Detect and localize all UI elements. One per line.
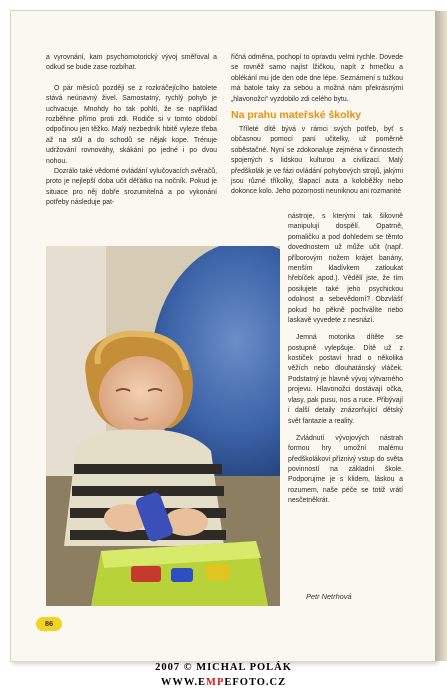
author-signature: Petr Netrhová <box>306 592 352 601</box>
credit-prefix: WWW.E <box>160 677 207 688</box>
paragraph: řičná odměna, pochopí to opravdu velmi rychle. Dovede se rovněž samo najíst lžičkou, napít z hrnečku a oblékání mu jde den ode dne lépe. Seznámení s tužkou má batole taky za sebou a možná nám překrásnými „hlavonožci“ vyzdobilo zdi celého bytu. <box>231 54 403 103</box>
paragraph: Jemná motorika dítěte se postupně vylepšuje. Dítě už z kostiček postaví hrad o několika věžích nebo dlouhatánský vláček. Podstatný je hlavně vývoj výtvarného projevu. Hlavonožci dostávají očka, vlasy, pak pusu, nos a ruce. Přibývají i další detaily znázorňující dětský svět fantazie a reality. <box>288 334 403 425</box>
paragraph: Dozrálo také vědomé ovládání vylučovacích svěračů, proto je nejlepší doba učit děťátko na nočník. Pokud je situace pro něj dobře srozumitelná a po vykonání potřeby následuje pat- <box>46 168 217 207</box>
page-edge <box>435 11 447 661</box>
section-heading: Na prahu mateřské školky <box>231 109 362 122</box>
credit-accent: MP <box>206 677 225 688</box>
wrap-column <box>288 205 403 514</box>
paragraph: a vyrovnání, kam psychomotorický vývoj směřoval a odkud se bude zase rozbíhat. <box>46 54 217 72</box>
left-column <box>46 53 217 209</box>
paragraph: Zvládnutí vývojových nástrah formou hry umožní malému předškolákovi příznivý vstup do světa povinností na základní škole. Podporujme je s klidem, láskou a rozumem, naše péče se totiž vrátí nesčetněkrát. <box>288 434 403 505</box>
credit-line-2 <box>0 677 447 688</box>
page-number-badge: 86 <box>36 617 62 631</box>
paragraph: Tříleté dítě bývá v rámci svých potřeb, byť s občasnou pomocí paní učitelky, už poměrně soběstačné. Nyní se zdokonaluje zejména v činnostech spojených s lidskou kulturou a civilizací. Malý předškolák je ve fázi ovládání pohybových strojů, jakými jsou různé tříkolky, šlapací auta a koloběžky nebo dokonce kolo. Jeho pozornosti neuniknou ani rozmanité <box>231 126 403 196</box>
child-photo <box>46 246 280 606</box>
paragraph: O pár měsíců později se z rozkráčejícího batolete stává neúnavný živel. Samostatný, rychlý pohyb je uchvacuje. Mnohdy ho tak pohltí, že se například rozběhne přímo proti zdi. Rodiče si v tomto období odpočinou jen těžko. Malý nezbedník hbitě vyleze třeba až na stůl a do schodů se nějak kope. Trénuje udržování rovnováhy, skákání po jedné i po dvou nohou. <box>46 84 217 165</box>
right-column <box>231 53 403 198</box>
credit-suffix: EFOTO.CZ <box>224 677 287 688</box>
photo-illustration <box>46 246 280 606</box>
child-face <box>99 356 183 436</box>
paragraph: nástroje, s kterými tak šikovně manipulují dospělí. Opatrně, pomaličku a pod dohledem se těmto dovednostem už může učit (např. příborovým nožem krájet banány, menším kladívkem zatloukat hřebíček apod.). Vědělí jste, že tím posilujete také jeho psychickou odolnost a sebevědomí? Obzvlášť pokud ho pěkně pochválíte nebo laskavě vyvedete z nesnází. <box>288 212 403 324</box>
credit-line-1: 2007 © MICHAL POLÁK <box>155 662 292 673</box>
